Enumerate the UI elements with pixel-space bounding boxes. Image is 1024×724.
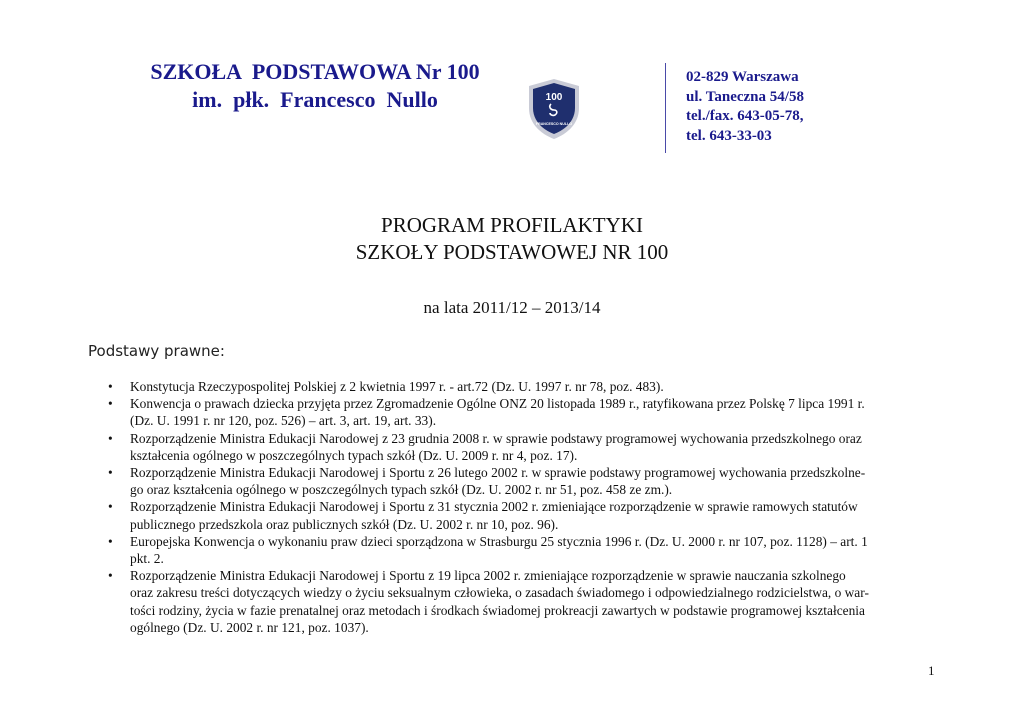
- bullet-icon: •: [108, 430, 113, 446]
- legal-basis-item-line: tości rodziny, życia w fazie prenatalnej oraz metodach i środkach świadomej prokreacji zawartych w podstawie programowej kształcenia: [130, 602, 865, 618]
- bullet-icon: •: [108, 379, 113, 394]
- school-name: [130, 58, 500, 114]
- legal-basis-item-line: publicznego przedszkola oraz publicznych szkół (Dz. U. 2002 r. nr 10, poz. 96).: [130, 516, 559, 532]
- address-city: 02-829 Warszawa: [686, 69, 799, 85]
- legal-basis-item: [108, 533, 938, 567]
- school-name-line-1: SZKOŁA PODSTAWOWA Nr 100: [150, 59, 480, 84]
- legal-basis-item-line: pkt. 2.: [130, 551, 164, 567]
- bullet-icon: •: [108, 568, 113, 584]
- document-title: [0, 212, 1024, 266]
- legal-basis-item: [108, 567, 938, 636]
- legal-basis-item-line: go oraz kształcenia ogólnego w poszczególnych typach szkół (Dz. U. 2002 r. nr 51, poz. 458 ze zm.).: [130, 482, 673, 498]
- legal-basis-item-line: (Dz. U. 1991 r. nr 120, poz. 526) – art. 3, art. 19, art. 33).: [130, 413, 437, 429]
- crest-number: 100: [545, 92, 563, 103]
- legal-basis-item-line: Rozporządzenie Ministra Edukacji Narodowej z 23 grudnia 2008 r. w sprawie podstawy programowej wychowania przedszkolnego oraz: [130, 430, 862, 446]
- legal-basis-item: [108, 395, 938, 429]
- legal-basis-item-line: ogólnego (Dz. U. 2002 r. nr 121, poz. 1037).: [130, 619, 369, 635]
- school-address: [686, 68, 804, 146]
- document-title-line-2: SZKOŁY PODSTAWOWEJ NR 100: [355, 240, 669, 264]
- legal-basis-item-line: Rozporządzenie Ministra Edukacji Narodowej i Sportu z 31 stycznia 2002 r. zmieniające rozporządzenie w sprawie ramowych statutów: [130, 499, 858, 515]
- page-number: 1: [928, 663, 935, 678]
- legal-basis-item-line: Europejska Konwencja o wykonaniu praw dzieci sporządzona w Strasburgu 25 stycznia 1996 r. (Dz. U. 2000 r. nr 107, poz. 1128) – art. 1: [130, 533, 868, 549]
- legal-basis-item-line: oraz zakresu treści dotyczących wiedzy o życiu seksualnym człowieka, o zasadach świadomego i odpowiedzialnego rodzicielstwa, o war-: [130, 585, 869, 601]
- legal-basis-item-line: Konstytucja Rzeczypospolitej Polskiej z 2 kwietnia 1997 r. - art.72 (Dz. U. 1997 r. nr 78, poz. 483).: [130, 379, 664, 394]
- address-street: ul. Taneczna 54/58: [686, 88, 804, 105]
- address-phone-fax: tel./fax. 643-05-78,: [686, 108, 804, 124]
- legal-basis-item-line: Konwencja o prawach dziecka przyjęta przez Zgromadzenie Ogólne ONZ 20 listopada 1989 r., ratyfikowana przez Polskę 7 lipca 1991 r.: [130, 396, 865, 412]
- legal-basis-heading: Podstawy prawne:: [88, 342, 225, 360]
- bullet-icon: •: [108, 396, 113, 412]
- address-phone: tel. 643-33-03: [686, 127, 772, 144]
- bullet-icon: •: [108, 533, 113, 549]
- bullet-icon: •: [108, 499, 113, 515]
- legal-basis-item: [108, 378, 938, 395]
- legal-basis-item-line: kształcenia ogólnego w poszczególnych typach szkół (Dz. U. 2009 r. nr 4, poz. 17).: [130, 447, 578, 463]
- legal-basis-item: [108, 430, 938, 464]
- legal-basis-list: [108, 378, 938, 636]
- legal-basis-item-line: Rozporządzenie Ministra Edukacji Narodowej i Sportu z 26 lutego 2002 r. w sprawie podstawy programowej wychowania przedszkolne-: [130, 465, 866, 481]
- crest-motto: FRANCESCO NULLO: [535, 122, 573, 126]
- legal-basis-item: [108, 498, 938, 532]
- legal-basis-item: [108, 464, 938, 498]
- document-title-line-1: PROGRAM PROFILAKTYKI: [381, 213, 643, 237]
- program-years: na lata 2011/12 – 2013/14: [423, 298, 601, 317]
- bullet-icon: •: [108, 465, 113, 481]
- school-name-line-2: im. płk. Francesco Nullo: [192, 87, 438, 112]
- legal-basis-item-line: Rozporządzenie Ministra Edukacji Narodowej i Sportu z 19 lipca 2002 r. zmieniające rozporządzenie w sprawie nauczania szkolnego: [130, 568, 846, 584]
- header-divider: [665, 63, 666, 153]
- school-crest-icon: [527, 78, 581, 140]
